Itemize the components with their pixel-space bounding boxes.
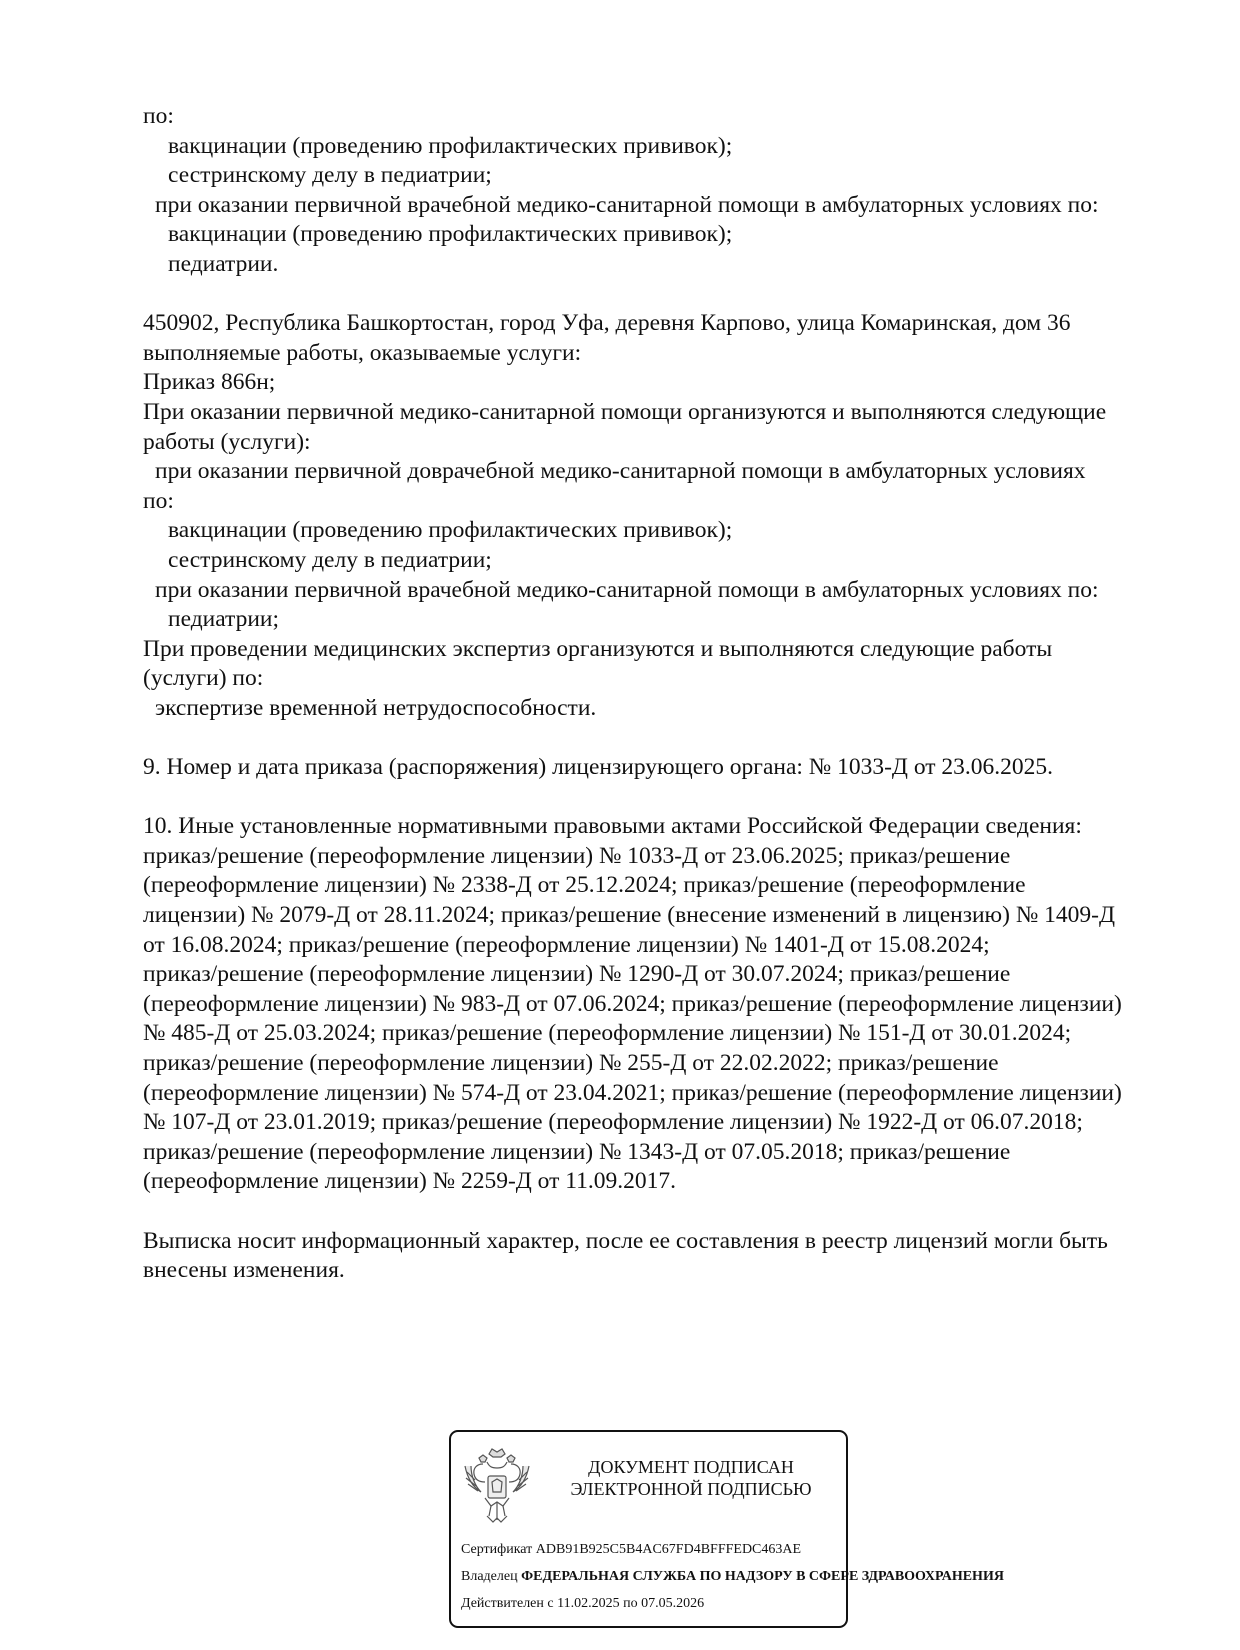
text-line: работы (услуги): (143, 428, 311, 455)
paragraph-gap (143, 783, 1163, 813)
text-line: сестринскому делу в педиатрии; (168, 546, 492, 573)
text-line: от 16.08.2024; приказ/решение (переоформление лицензии) № 1401-Д от 15.08.2024; (143, 931, 990, 958)
text-line: (переоформление лицензии) № 574-Д от 23.04.2021; приказ/решение (переоформление лицензии) (143, 1079, 1122, 1106)
text-line: приказ/решение (переоформление лицензии) № 1290-Д от 30.07.2024; приказ/решение (143, 961, 1011, 988)
text-line: При проведении медицинских экспертиз организуются и выполняются следующие работы (143, 635, 1053, 662)
text-line: при оказании первичной врачебной медико-санитарной помощи в амбулаторных условиях по: (155, 576, 1099, 603)
paragraph-gap (143, 280, 1163, 310)
validity-row: Действителен с 11.02.2025 по 07.05.2026 (461, 1596, 705, 1611)
text-line: (переоформление лицензии) № 2338-Д от 25.12.2024; приказ/решение (переоформление (143, 872, 1026, 899)
signature-heading-line: ДОКУМЕНТ ПОДПИСАН (588, 1457, 794, 1477)
signature-heading (546, 1456, 836, 1500)
paragraph-gap (143, 723, 1163, 753)
text-line: 9. Номер и дата приказа (распоряжения) лицензирующего органа: № 1033-Д от 23.06.2025. (143, 754, 1054, 781)
text-line: педиатрии. (168, 250, 279, 277)
text-line: При оказании первичной медико-санитарной помощи организуются и выполняются следующие (143, 398, 1107, 425)
signature-heading-line: ЭЛЕКТРОННОЙ ПОДПИСЬЮ (570, 1479, 812, 1499)
text-line: выполняемые работы, оказываемые услуги: (143, 339, 582, 366)
text-line: вакцинации (проведению профилактических прививок); (168, 517, 733, 544)
owner-value: ФЕДЕРАЛЬНАЯ СЛУЖБА ПО НАДЗОРУ В СФЕРЕ ЗДРАВООХРАНЕНИЯ (521, 1569, 1004, 1584)
text-line: при оказании первичной доврачебной медико-санитарной помощи в амбулаторных условиях (155, 458, 1086, 485)
document-body (143, 102, 1163, 1286)
text-line: вакцинации (проведению профилактических прививок); (168, 132, 733, 159)
owner-row (461, 1569, 1004, 1585)
text-line: № 485-Д от 25.03.2024; приказ/решение (переоформление лицензии) № 151-Д от 30.01.2024; (143, 1020, 1072, 1047)
text-line: лицензии) № 2079-Д от 28.11.2024; приказ/решение (внесение изменений в лицензию) № 1409-Д (143, 902, 1115, 929)
owner-label: Владелец (461, 1569, 518, 1584)
text-line: (переоформление лицензии) № 2259-Д от 11.09.2017. (143, 1168, 677, 1195)
text-line: приказ/решение (переоформление лицензии) № 1033-Д от 23.06.2025; приказ/решение (143, 842, 1011, 869)
text-line: вакцинации (проведению профилактических прививок); (168, 221, 733, 248)
text-line: сестринскому делу в педиатрии; (168, 162, 492, 189)
certificate-value: ADB91B925C5B4AC67FD4BFFFEDC463AE (535, 1542, 802, 1557)
text-line: № 107-Д от 23.01.2019; приказ/решение (переоформление лицензии) № 1922-Д от 06.07.2018; (143, 1109, 1083, 1136)
text-line: при оказании первичной врачебной медико-санитарной помощи в амбулаторных условиях по: (155, 191, 1099, 218)
text-line: по: (143, 103, 174, 129)
text-line: Приказ 866н; (143, 369, 276, 396)
text-line: по: (143, 487, 174, 514)
text-line: 10. Иные установленные нормативными правовыми актами Российской Федерации сведения: (143, 813, 1082, 840)
paragraph-gap (143, 1197, 1163, 1227)
text-line: внесены изменения. (143, 1257, 345, 1284)
text-line: педиатрии; (168, 606, 280, 633)
text-line: экспертизе временной нетрудоспособности. (155, 694, 597, 721)
text-line: (переоформление лицензии) № 983-Д от 07.06.2024; приказ/решение (переоформление лицензии) (143, 990, 1122, 1017)
text-line: 450902, Республика Башкортостан, город Уфа, деревня Карпово, улица Комаринская, дом 36 (143, 310, 1071, 337)
certificate-label: Сертификат (461, 1542, 533, 1557)
certificate-row (461, 1542, 901, 1558)
russian-coat-of-arms-icon (461, 1446, 533, 1526)
text-line: Выписка носит информационный характер, после ее составления в реестр лицензий могли быть (143, 1227, 1108, 1254)
electronic-signature-stamp (449, 1430, 1004, 1628)
text-line: (услуги) по: (143, 665, 264, 692)
text-line: приказ/решение (переоформление лицензии) № 1343-Д от 07.05.2018; приказ/решение (143, 1138, 1011, 1165)
text-line: приказ/решение (переоформление лицензии) № 255-Д от 22.02.2022; приказ/решение (143, 1050, 999, 1076)
